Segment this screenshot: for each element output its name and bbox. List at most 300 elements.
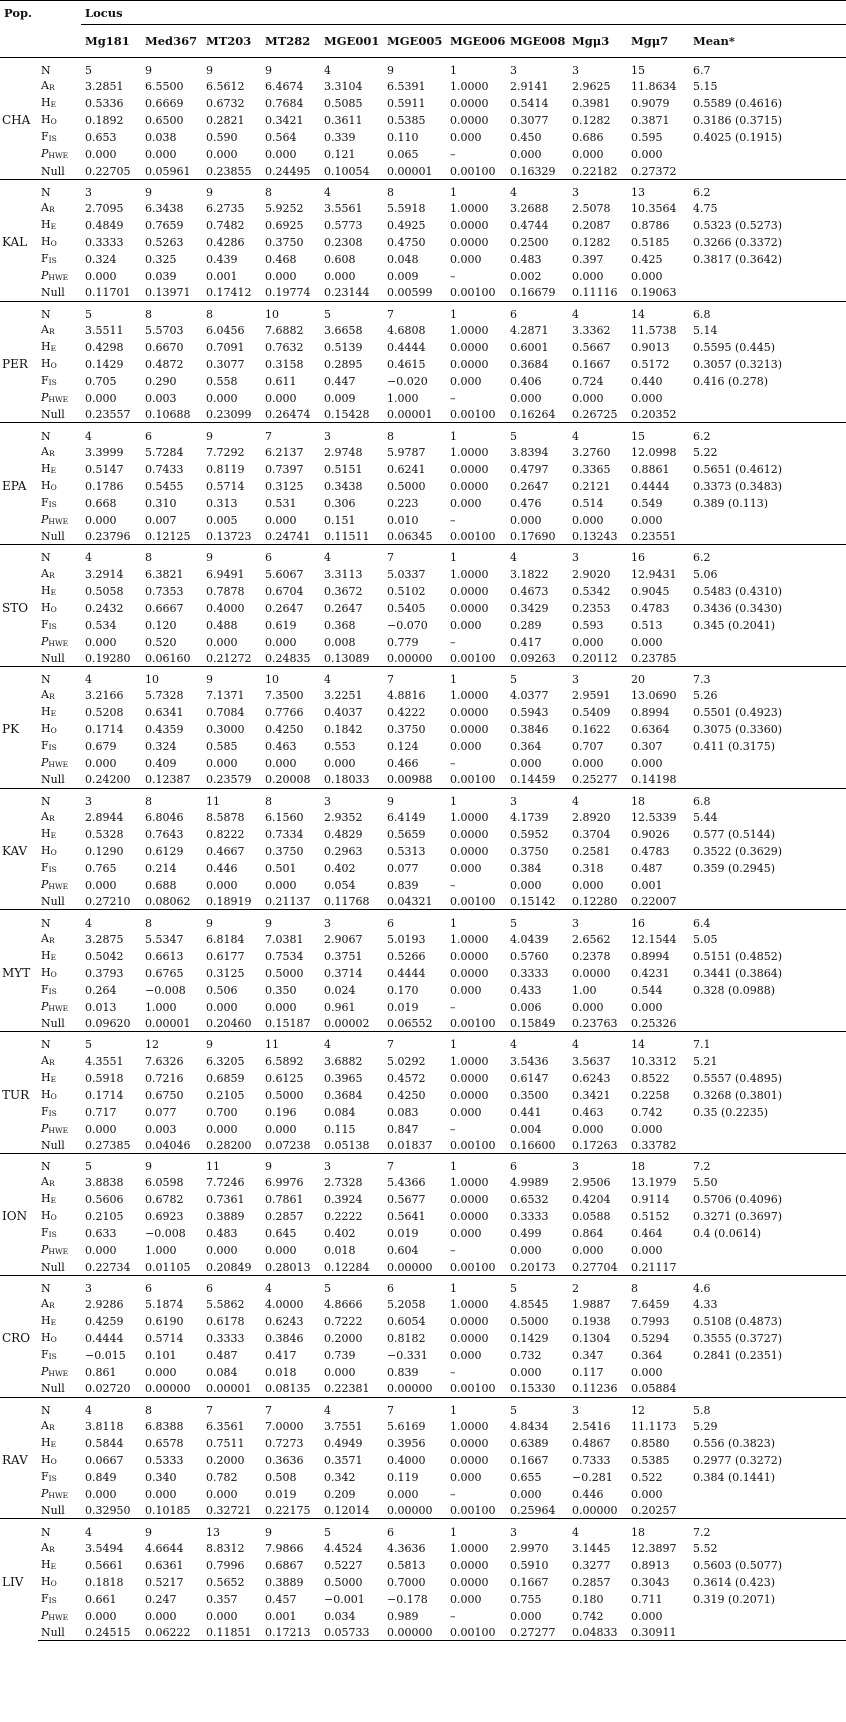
table-cell: 0.16264	[510, 408, 556, 422]
table-cell: 0.077	[145, 1105, 177, 1119]
statistic-label	[38, 163, 81, 179]
table-cell: 3	[568, 910, 627, 931]
table-cell: 8	[383, 423, 446, 444]
table-cell: 0.8786	[631, 219, 670, 233]
table-row	[0, 163, 846, 179]
table-cell: 0.779	[387, 635, 419, 649]
table-cell: 0.4231	[631, 966, 670, 980]
table-cell: 0.425	[631, 253, 663, 267]
table-cell: −0.331	[387, 1349, 428, 1363]
table-cell: 0.23785	[631, 651, 677, 665]
table-cell: 0.357	[206, 1592, 238, 1606]
statistic-subscript: O	[50, 360, 57, 370]
statistic-symbol: H	[41, 844, 51, 858]
table-cell: 0.5667	[572, 340, 611, 354]
statistic-symbol: P	[41, 756, 49, 770]
table-cell: 0.4250	[387, 1088, 426, 1102]
statistic-symbol: N	[41, 64, 51, 78]
table-cell: 0.00100	[450, 895, 496, 909]
column-header: Mg181	[81, 25, 141, 58]
table-cell: 0.2308	[324, 236, 363, 250]
table-cell: −0.020	[387, 374, 428, 388]
table-cell: 6.2	[689, 179, 846, 200]
statistic-label	[38, 529, 81, 545]
table-cell: −0.008	[145, 1227, 186, 1241]
table-row	[0, 1138, 846, 1154]
table-cell: 0.0000	[450, 845, 489, 859]
table-row	[0, 1208, 846, 1225]
table-cell: 0.000	[572, 270, 604, 284]
table-cell: 0.4000	[206, 601, 245, 615]
statistic-subscript: IS	[48, 1473, 57, 1483]
table-cell: 8	[141, 788, 202, 809]
table-cell: 0.577 (0.5144)	[693, 828, 776, 842]
table-cell: 0.2500	[510, 236, 549, 250]
table-cell: 9	[202, 666, 261, 687]
table-cell: 6.0598	[145, 1176, 184, 1190]
table-cell: 5.5347	[145, 932, 184, 946]
table-row	[0, 965, 846, 982]
statistic-symbol: N	[41, 1160, 51, 1174]
table-cell: 0.5323 (0.5273)	[693, 219, 783, 233]
statistic-symbol: H	[41, 1087, 51, 1101]
table-cell: 0.3555 (0.3727)	[693, 1332, 783, 1346]
table-cell: 0.0588	[572, 1210, 611, 1224]
statistic-symbol: A	[41, 810, 49, 824]
table-cell: 0.3000	[206, 723, 245, 737]
table-row	[0, 407, 846, 423]
table-cell: 0.00100	[450, 529, 496, 543]
table-cell: 0.7659	[145, 219, 184, 233]
table-cell: 0.5952	[510, 828, 549, 842]
statistic-subscript: O	[50, 1578, 57, 1588]
table-cell: 5.05	[693, 932, 718, 946]
table-cell	[689, 1242, 846, 1259]
table-row	[0, 423, 846, 444]
table-cell: 0.000	[631, 1366, 663, 1380]
table-cell: 0.22381	[324, 1382, 370, 1396]
statistic-label	[38, 1225, 81, 1242]
table-cell: 0.488	[206, 618, 238, 632]
table-cell: 0.4444	[387, 340, 426, 354]
table-cell: 0.22734	[85, 1260, 131, 1274]
table-cell: 0.08135	[265, 1382, 311, 1396]
table-cell: 4	[506, 179, 568, 200]
table-cell: 1.0000	[450, 1054, 489, 1068]
statistic-subscript: O	[50, 1213, 57, 1223]
table-cell: 8	[141, 545, 202, 566]
table-cell: 0.553	[324, 740, 356, 754]
table-cell: 0.1818	[85, 1575, 124, 1589]
table-cell: 0.4872	[145, 357, 184, 371]
table-cell: 0.3636	[265, 1453, 304, 1467]
statistic-label	[38, 1557, 81, 1574]
statistic-symbol: F	[41, 1226, 49, 1240]
table-row	[0, 1259, 846, 1275]
table-cell: 0.6147	[510, 1071, 549, 1085]
statistic-symbol: Null	[41, 1260, 65, 1274]
table-cell: 1	[446, 910, 506, 931]
table-cell: 20	[627, 666, 689, 687]
statistic-symbol: P	[41, 512, 49, 526]
table-cell: 0.5000	[265, 1088, 304, 1102]
table-cell: −0.178	[387, 1592, 428, 1606]
table-cell: 0.247	[145, 1592, 177, 1606]
table-cell: 0.3889	[206, 1210, 245, 1224]
table-cell: 0.5455	[145, 479, 184, 493]
table-cell: 4	[81, 910, 141, 931]
statistic-subscript: IS	[48, 134, 57, 144]
table-cell: 0.20008	[265, 773, 311, 787]
table-cell: –	[450, 757, 456, 771]
table-cell: 0.000	[206, 879, 238, 893]
table-cell: 0.7643	[145, 828, 184, 842]
table-cell: 0.6243	[572, 1071, 611, 1085]
table-cell: 3.3104	[324, 80, 363, 94]
table-cell: 0.8182	[387, 1332, 426, 1346]
table-cell: 5.8	[689, 1397, 846, 1418]
table-cell: 0.000	[206, 148, 238, 162]
table-cell: 0.5918	[85, 1071, 124, 1085]
table-cell: 18	[627, 1154, 689, 1175]
table-cell: 0.5058	[85, 584, 124, 598]
table-cell: 0.27210	[85, 895, 131, 909]
table-cell: 2.9141	[510, 80, 549, 94]
table-cell: 0.12280	[572, 895, 618, 909]
table-cell: 0.11236	[572, 1382, 618, 1396]
table-cell: 0.5589 (0.4616)	[693, 97, 783, 111]
table-cell: 0.463	[265, 740, 297, 754]
table-cell: 0.00100	[450, 1260, 496, 1274]
table-cell: 0.310	[145, 496, 177, 510]
statistic-subscript: O	[50, 969, 57, 979]
statistic-label	[38, 860, 81, 877]
table-cell: 0.619	[265, 618, 297, 632]
table-cell: 0.000	[631, 1487, 663, 1501]
table-cell: 0.000	[206, 635, 238, 649]
table-cell: 0.20352	[631, 408, 677, 422]
table-cell: –	[450, 1000, 456, 1014]
table-cell: 0.00000	[387, 651, 433, 665]
table-cell: 0.5501 (0.4923)	[693, 706, 783, 720]
table-cell: 0.0000	[450, 1193, 489, 1207]
table-cell: 0.117	[572, 1366, 604, 1380]
table-cell: 0.849	[85, 1470, 117, 1484]
table-cell: 7.6326	[145, 1054, 184, 1068]
table-cell: 0.513	[631, 618, 663, 632]
table-cell: 4	[506, 545, 568, 566]
table-cell: 0.5483 (0.4310)	[693, 584, 783, 598]
table-cell: 0.4744	[510, 219, 549, 233]
table-cell: 0.24200	[85, 773, 131, 787]
table-cell: 3	[568, 1154, 627, 1175]
statistic-subscript: O	[50, 848, 57, 858]
table-cell: 0.000	[631, 270, 663, 284]
table-cell: 0.3436 (0.3430)	[693, 601, 783, 615]
table-cell: 7	[202, 1397, 261, 1418]
statistic-symbol: P	[41, 1486, 49, 1500]
table-cell: 3.2851	[85, 80, 124, 94]
table-cell: 0.12014	[324, 1504, 370, 1518]
table-cell: 0.000	[450, 253, 482, 267]
table-cell: 4.1739	[510, 811, 549, 825]
table-row	[0, 58, 846, 79]
table-cell: 0.707	[572, 740, 604, 754]
statistic-label	[38, 322, 81, 339]
table-cell: 7.9866	[265, 1541, 304, 1555]
statistic-symbol: P	[41, 390, 49, 404]
table-cell: 9	[387, 64, 394, 78]
table-cell: 14	[627, 1032, 689, 1053]
table-row	[0, 877, 846, 894]
statistic-subscript: O	[50, 726, 57, 736]
statistic-subscript: IS	[48, 256, 57, 266]
table-cell: 11.5738	[631, 323, 677, 337]
table-cell: 3	[81, 788, 141, 809]
table-cell: 5.4366	[387, 1176, 426, 1190]
table-cell: 5.5918	[387, 202, 426, 216]
table-row	[0, 931, 846, 948]
table-cell: 4.8816	[387, 689, 426, 703]
table-cell: 5.1874	[145, 1298, 184, 1312]
table-cell: 2.9748	[324, 445, 363, 459]
table-cell: 0.21137	[265, 895, 311, 909]
table-cell: 0.00000	[387, 1260, 433, 1274]
table-cell: 6.2	[689, 423, 846, 444]
table-cell: 0.6613	[145, 949, 184, 963]
table-cell: 13	[202, 1519, 261, 1540]
table-cell: 0.368	[324, 618, 356, 632]
table-cell: 0.6177	[206, 949, 245, 963]
table-row	[0, 1032, 846, 1053]
table-cell: 9	[202, 179, 261, 200]
statistic-symbol: N	[41, 185, 51, 199]
table-cell: 0.450	[510, 131, 542, 145]
table-cell: 0.1842	[324, 723, 363, 737]
statistic-symbol: H	[41, 478, 51, 492]
table-cell: 0.6001	[510, 340, 549, 354]
table-cell: 5	[506, 1397, 568, 1418]
statistic-label	[38, 1154, 81, 1175]
table-cell: 0.711	[631, 1592, 663, 1606]
table-cell: 6	[141, 423, 202, 444]
table-cell: 0.5813	[387, 1558, 426, 1572]
table-cell: 0.5085	[324, 97, 363, 111]
table-cell: 0.417	[510, 635, 542, 649]
statistic-label	[38, 1418, 81, 1435]
statistic-symbol: N	[41, 916, 51, 930]
table-cell	[689, 163, 846, 179]
table-cell: 0.1892	[85, 114, 124, 128]
statistic-label	[38, 687, 81, 704]
table-cell	[689, 268, 846, 285]
statistic-label	[38, 1347, 81, 1364]
table-cell: 4.4524	[324, 1541, 363, 1555]
table-cell: 1.00	[572, 983, 597, 997]
table-cell: 0.3750	[387, 723, 426, 737]
table-cell: 2.9067	[324, 932, 363, 946]
table-cell: 0.5706 (0.4096)	[693, 1193, 783, 1207]
statistic-symbol: N	[41, 551, 51, 565]
table-cell: 0.4783	[631, 845, 670, 859]
table-cell: 0.6750	[145, 1088, 184, 1102]
table-cell: –	[450, 1122, 456, 1136]
table-cell: 0.5000	[387, 479, 426, 493]
table-cell: 0.839	[387, 879, 419, 893]
table-cell: 0.3750	[265, 236, 304, 250]
table-cell: 1	[446, 1275, 506, 1296]
table-cell: 0.755	[510, 1592, 542, 1606]
statistic-label	[38, 545, 81, 566]
table-cell: 2.7095	[85, 202, 124, 216]
table-cell: 0.3750	[265, 845, 304, 859]
table-row	[0, 1016, 846, 1032]
table-cell: 0.522	[631, 1470, 663, 1484]
statistic-subscript: E	[50, 343, 57, 353]
statistic-subscript: E	[50, 587, 57, 597]
table-cell: 0.439	[206, 253, 238, 267]
table-cell: 0.3704	[572, 828, 611, 842]
statistic-symbol: Null	[41, 1138, 65, 1152]
table-cell: 0.30911	[627, 1625, 689, 1641]
table-cell: 0.22007	[631, 895, 677, 909]
table-cell: 0.0000	[450, 1558, 489, 1572]
table-row	[0, 1519, 846, 1540]
statistic-symbol: F	[41, 861, 49, 875]
table-cell: 0.732	[510, 1349, 542, 1363]
table-cell: 0.416 (0.278)	[693, 374, 769, 388]
table-cell: 0.000	[510, 1366, 542, 1380]
table-cell: 0.324	[85, 253, 117, 267]
table-cell: 1	[446, 179, 506, 200]
table-cell	[689, 390, 846, 407]
population-label: EPA	[0, 423, 38, 545]
statistic-subscript: HWE	[48, 1369, 69, 1379]
table-cell: 0.06160	[145, 651, 191, 665]
table-cell: 0.608	[324, 253, 356, 267]
table-cell: 0.6054	[387, 1315, 426, 1329]
table-cell: 0.7684	[265, 97, 304, 111]
table-cell: 0.23579	[206, 773, 252, 787]
table-cell: 0.3057 (0.3213)	[693, 357, 783, 371]
statistic-symbol: H	[41, 218, 51, 232]
table-cell: 0.501	[265, 862, 297, 876]
table-cell: 5	[85, 64, 92, 78]
table-cell: 7	[261, 1397, 320, 1418]
table-cell: 0.7861	[265, 1193, 304, 1207]
table-cell: 6.8184	[206, 932, 245, 946]
table-cell	[689, 1259, 846, 1275]
table-cell: 0.397	[572, 253, 604, 267]
table-cell: 0.000	[631, 1122, 663, 1136]
statistic-label	[38, 1625, 81, 1641]
table-cell: 0.7334	[265, 828, 304, 842]
table-cell: 0.3158	[265, 357, 304, 371]
statistic-subscript: IS	[48, 743, 57, 753]
table-cell: 0.00001	[145, 1017, 191, 1031]
statistic-symbol: A	[41, 79, 49, 93]
table-row	[0, 1313, 846, 1330]
table-cell: 0.611	[265, 374, 297, 388]
table-cell: 0.345 (0.2041)	[693, 618, 776, 632]
statistic-symbol: Null	[41, 773, 65, 787]
table-cell: 0.3965	[324, 1071, 363, 1085]
table-cell: 1	[446, 1519, 506, 1540]
table-cell: 4	[568, 1519, 627, 1540]
column-header: Mgμ7	[627, 25, 689, 58]
statistic-symbol: P	[41, 1121, 49, 1135]
table-cell: 0.000	[450, 983, 482, 997]
table-cell: 0.5185	[631, 236, 670, 250]
table-cell: 0.121	[324, 148, 356, 162]
table-cell: –	[450, 1366, 456, 1380]
header-row-columns	[0, 25, 846, 58]
table-cell: 0.20173	[510, 1260, 556, 1274]
statistic-subscript: R	[48, 935, 55, 945]
table-cell: 3	[506, 788, 568, 809]
table-cell: 0.3421	[572, 1088, 611, 1102]
table-cell: 6.5892	[265, 1054, 304, 1068]
statistic-subscript: O	[50, 1091, 57, 1101]
table-cell	[689, 1381, 846, 1397]
table-row	[0, 1503, 846, 1519]
table-cell: 0.000	[572, 879, 604, 893]
table-cell: 0.28200	[206, 1138, 252, 1152]
table-cell: 7.2	[689, 1519, 846, 1540]
statistic-label	[38, 617, 81, 634]
table-cell: 3.5511	[85, 323, 124, 337]
table-cell: 0.11768	[324, 895, 370, 909]
statistic-label	[38, 910, 81, 931]
table-cell: 18	[627, 788, 689, 809]
statistic-symbol: H	[41, 356, 51, 370]
table-cell: 2	[568, 1275, 627, 1296]
table-cell: 6.8	[689, 301, 846, 322]
table-cell: 0.6704	[265, 584, 304, 598]
table-cell: 0.661	[85, 1592, 117, 1606]
statistic-symbol: P	[41, 878, 49, 892]
table-cell: 0.4750	[387, 236, 426, 250]
table-cell: 0.446	[572, 1487, 604, 1501]
table-cell: 0.3125	[265, 479, 304, 493]
statistic-label	[38, 251, 81, 268]
table-cell: 0.119	[387, 1470, 419, 1484]
statistic-label	[38, 721, 81, 738]
table-cell: 1	[446, 423, 506, 444]
table-cell: 0.7361	[206, 1193, 245, 1207]
table-cell: 0.000	[631, 391, 663, 405]
statistic-label	[38, 1016, 81, 1032]
table-cell: –	[450, 270, 456, 284]
table-cell: 0.32721	[206, 1504, 252, 1518]
statistic-subscript: R	[48, 692, 55, 702]
table-cell: 12.1544	[631, 932, 677, 946]
statistic-label	[38, 1053, 81, 1070]
statistic-symbol: H	[41, 948, 51, 962]
table-cell: 0.433	[510, 983, 542, 997]
table-cell	[689, 1016, 846, 1032]
statistic-label	[38, 1208, 81, 1225]
table-cell: 0.00599	[387, 286, 433, 300]
table-cell: 0.04833	[568, 1625, 627, 1641]
statistic-label	[38, 1591, 81, 1608]
statistic-subscript: R	[48, 1057, 55, 1067]
table-cell: 0.2581	[572, 845, 611, 859]
table-cell: 0.27372	[631, 164, 677, 178]
table-cell: 0.000	[145, 1609, 177, 1623]
table-row	[0, 129, 846, 146]
table-cell: 9	[261, 910, 320, 931]
